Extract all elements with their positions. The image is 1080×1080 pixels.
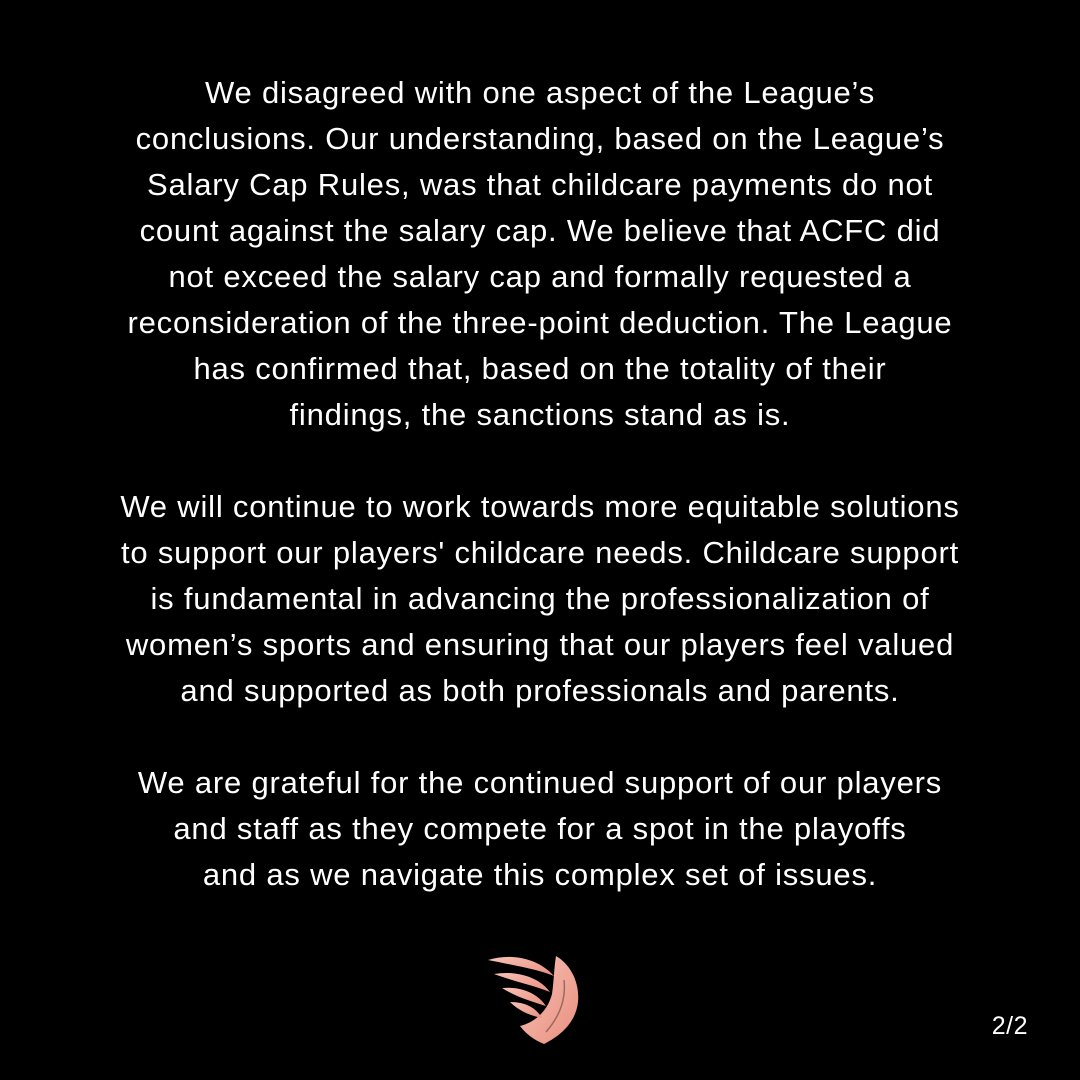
text-line: conclusions. Our understanding, based on the League’s [135,121,945,156]
text-line: We disagreed with one aspect of the League’s [205,75,875,110]
statement-text [40,70,1040,898]
text-line: has confirmed that, based on the totality of their [193,351,887,386]
text-line: and staff as they compete for a spot in the playoffs [173,811,907,846]
text-line: We are grateful for the continued support of our players [137,765,943,800]
text-line: and supported as both professionals and parents. [180,673,900,708]
statement-paragraph-1 [40,70,1040,438]
page-indicator: 2/2 [991,1012,1028,1040]
statement-paragraph-2 [40,484,1040,714]
angel-city-wing-crest-icon [484,950,584,1050]
text-line: Salary Cap Rules, was that childcare payments do not [147,167,933,202]
text-line: We will continue to work towards more equitable solutions [120,489,960,524]
text-line: not exceed the salary cap and formally requested a [168,259,912,294]
statement-paragraph-3 [40,760,1040,898]
text-line: women’s sports and ensuring that our players feel valued [125,627,955,662]
text-line: is fundamental in advancing the professionalization of [150,581,930,616]
text-line: findings, the sanctions stand as is. [289,397,791,432]
text-line: and as we navigate this complex set of issues. [202,857,878,892]
text-line: reconsideration of the three-point deduction. The League [127,305,953,340]
text-line: to support our players' childcare needs. Childcare support [120,535,960,570]
text-line: count against the salary cap. We believe that ACFC did [139,213,941,248]
